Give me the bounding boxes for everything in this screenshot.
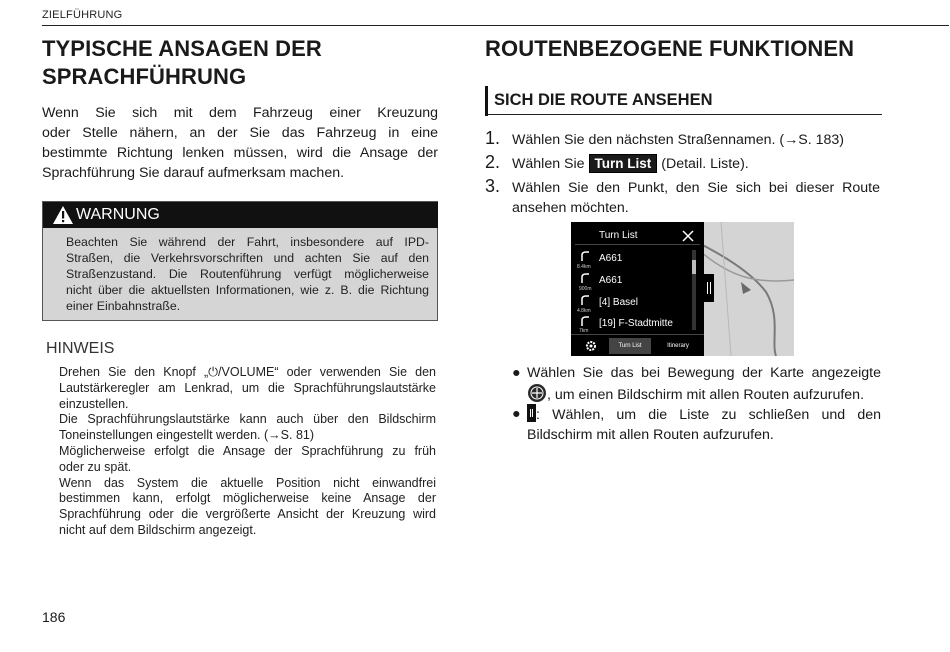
warning-triangle-icon [52, 205, 74, 225]
close-icon[interactable] [681, 229, 695, 243]
turn-list-panel [571, 222, 704, 356]
intro-line: Wenn Sie sich mit dem Fahrzeug einer Kreuzung [42, 105, 438, 121]
tab-turn-list[interactable]: Turn List [609, 338, 651, 354]
hint-label: HINWEIS [46, 340, 115, 357]
warning-line: einer Einbahnstraße. [66, 299, 181, 313]
subtitle: SICH DIE ROUTE ANSEHEN [494, 91, 713, 109]
list-toggle-handle[interactable] [704, 274, 714, 302]
hint-line: Die Sprachführungslautstärke kann auch über den Bildschirm [59, 412, 436, 427]
hint-line: Lautstärkeregler am Lenkrad, um die Sprachführungslautstärke [59, 380, 436, 395]
list-toggle-icon[interactable] [527, 404, 536, 422]
distance-label: 900m [579, 286, 592, 292]
warning-label: WARNUNG [76, 206, 160, 223]
hint-line: oder zu spät. [59, 459, 132, 474]
bullet-item [512, 363, 881, 405]
step-number: 1. [485, 128, 501, 148]
warning-line: nicht über die aktuellsten Informationen, wie z. B. die Richtung [66, 283, 429, 297]
subtitle-rule [488, 114, 882, 115]
hint-line: Wenn das System die aktuelle Position nicht einwandfrei [59, 475, 436, 490]
hint-line: bestimmen kann, erfolgt möglicherweise keine Ansage der [59, 491, 436, 506]
turn-right-icon [579, 250, 591, 262]
turn-list-item[interactable]: A661 [599, 253, 623, 264]
page-number: 186 [42, 609, 66, 625]
turn-right-icon [579, 315, 591, 327]
panel-title: Turn List [599, 230, 638, 241]
step-line: ansehen möchten. [512, 200, 629, 216]
turn-list-item[interactable]: A661 [599, 275, 623, 286]
bullet-row [512, 404, 881, 425]
step-text-pre: Wählen Sie [512, 156, 585, 172]
subtitle-bar [485, 86, 488, 116]
route-overview-icon[interactable] [527, 383, 547, 403]
gear-icon[interactable] [585, 340, 597, 352]
tab-itinerary[interactable]: Itinerary [667, 343, 689, 349]
hint-line: nicht auf dem Bildschirm angezeigt. [59, 522, 257, 537]
hint-line: Toneinstellungen eingestellt werden. (→S. 81) [59, 428, 315, 443]
hint-line: einzustellen. [59, 396, 129, 411]
warning-line: Straßen, die Verkehrsvorschriften und achten Sie auf den [66, 251, 429, 265]
bullet-line: Wählen Sie das bei Bewegung der Karte angezeigte [527, 365, 881, 381]
turn-list-item[interactable]: [4] Basel [599, 297, 638, 308]
scrollbar-thumb[interactable] [692, 260, 696, 274]
hint-line: Drehen Sie den Knopf „⏻/VOLUME“ oder verwenden Sie den [59, 365, 436, 379]
step-text-post: (Detail. Liste). [661, 156, 749, 172]
intro-line: Sprachführung Sie darauf aufmerksam machen. [42, 165, 345, 181]
step-number: 2. [485, 152, 501, 172]
bullet-line [527, 404, 881, 425]
intro-paragraph [42, 103, 438, 183]
warning-header [43, 202, 438, 228]
scrollbar-track[interactable] [692, 250, 696, 330]
turn-right-icon [579, 294, 591, 306]
distance-label: 4.8km [577, 308, 591, 314]
warning-line: Straßenzustand. Die Routenführung verfügt möglicherweise [66, 267, 429, 281]
distance-label: 8.4km [577, 264, 591, 270]
left-title-line1: TYPISCHE ANSAGEN DER [42, 36, 322, 61]
turn-list-screenshot [571, 222, 794, 356]
turn-list-item[interactable]: [19] F-Stadtmitte [599, 318, 673, 329]
turn-right-icon [579, 272, 591, 284]
bullet-line: , um einen Bildschirm mit allen Routen aufzurufen. [547, 387, 865, 403]
intro-line: oder Stelle nähern, an der Sie das Fahrzeug in eine [42, 125, 438, 141]
warning-line: Beachten Sie während der Fahrt, insbesondere auf IPD- [66, 235, 429, 249]
distance-label: 7km [579, 328, 589, 334]
hint-text [59, 365, 436, 539]
header-rule [42, 25, 949, 26]
warning-text [66, 234, 429, 314]
hint-line: Sprachführung oder die vergrößerte Ansicht der Kreuzung wird [59, 507, 436, 522]
intro-line: bestimmte Richtung lenken müssen, wird die Ansage der [42, 145, 438, 161]
step-text [512, 154, 749, 174]
step-text [512, 178, 880, 218]
step-number: 3. [485, 176, 501, 196]
bullet-dot: ● [512, 406, 521, 422]
step-text: Wählen Sie den nächsten Straßennamen. (→S. 183) [512, 132, 845, 148]
section-header: ZIELFÜHRUNG [42, 9, 123, 21]
bullet-row [512, 363, 881, 383]
step-line: Wählen Sie den Punkt, den Sie sich bei dieser Route [512, 180, 880, 196]
panel-divider [575, 244, 700, 245]
panel-bottom-bar [571, 334, 704, 356]
turn-list-button[interactable]: Turn List [589, 154, 658, 173]
hint-line: Möglicherweise erfolgt die Ansage der Sprachführung zu früh [59, 443, 436, 458]
bullet-row [527, 383, 881, 405]
bullet-text: : Wählen, um die Liste zu schließen und den [536, 407, 881, 423]
bullet-line: Bildschirm mit allen Routen aufzurufen. [527, 427, 774, 443]
left-title-line2: SPRACHFÜHRUNG [42, 64, 247, 89]
bullet-dot: ● [512, 365, 521, 381]
right-title: ROUTENBEZOGENE FUNKTIONEN [485, 36, 855, 61]
bullet-item [512, 404, 881, 445]
